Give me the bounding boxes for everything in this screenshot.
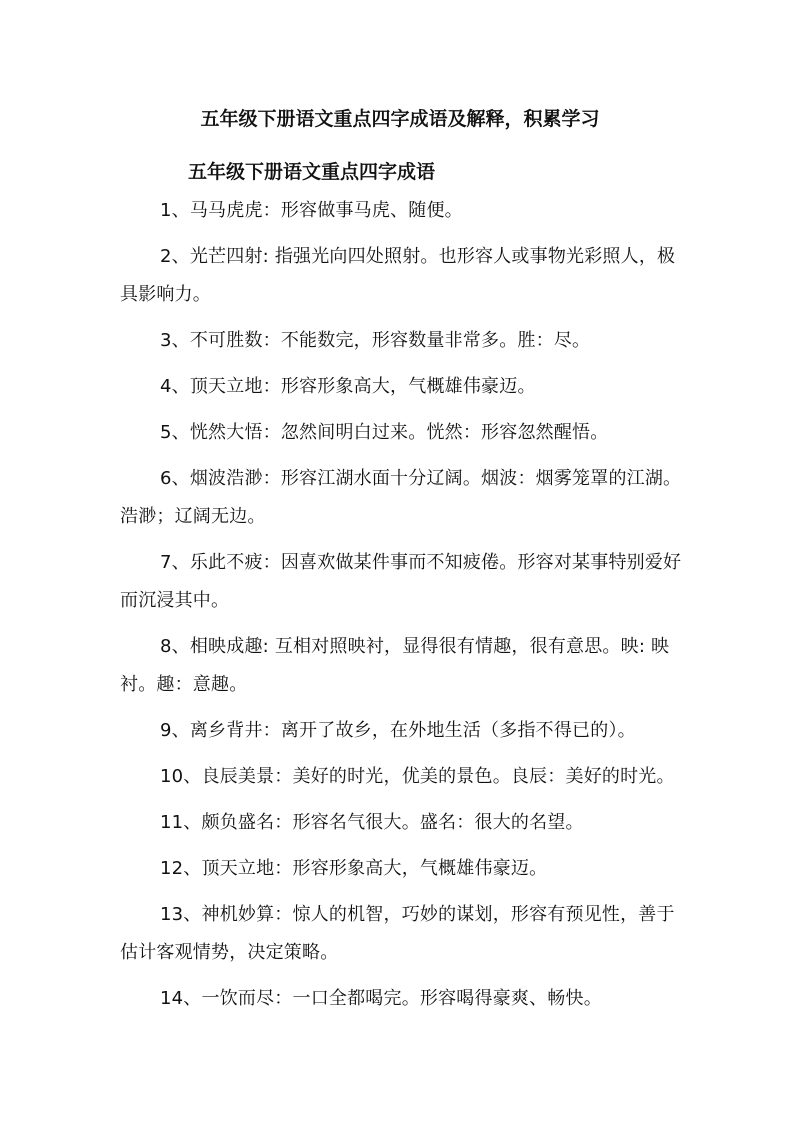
idiom-entry-2: 2、光芒四射: 指强光向四处照射。也形容人或事物光彩照人，极具影响力。 [120, 246, 676, 305]
section-title: 五年级下册语文重点四字成语 [188, 161, 436, 183]
idiom-entry-1: 1、马马虎虎：形容做事马虎、随便。 [160, 200, 463, 221]
idiom-entry-13: 13、神机妙算：惊人的机智，巧妙的谋划，形容有预见性，善于估计客观情势，决定策略。 [120, 904, 675, 963]
idiom-entry-12: 12、顶天立地：形容形象高大，气概雄伟豪迈。 [160, 858, 548, 879]
idiom-entry-6: 6、烟波浩渺：形容江湖水面十分辽阔。烟波：烟雾笼罩的江湖。浩渺；辽阔无边。 [120, 468, 682, 527]
document-title: 五年级下册语文重点四字成语及解释，积累学习 [200, 108, 600, 130]
idiom-entry-14: 14、一饮而尽：一口全都喝完。形容喝得豪爽、畅快。 [160, 988, 602, 1009]
idiom-entry-5: 5、恍然大悟：忽然间明白过来。恍然：形容忽然醒悟。 [160, 422, 609, 443]
idiom-list [120, 192, 688, 1026]
idiom-entry-7: 7、乐此不疲：因喜欢做某件事而不知疲倦。形容对某事特别爱好而沉浸其中。 [120, 552, 682, 611]
idiom-entry-3: 3、不可胜数：不能数完，形容数量非常多。胜：尽。 [160, 330, 591, 351]
idiom-entry-11: 11、颇负盛名：形容名气很大。盛名：很大的名望。 [160, 812, 584, 833]
idiom-entry-10: 10、良辰美景：美好的时光，优美的景色。良辰：美好的时光。 [160, 766, 675, 787]
idiom-entry-9: 9、离乡背井：离开了故乡，在外地生活（多指不得已的）。 [160, 720, 636, 741]
idiom-entry-8: 8、相映成趣: 互相对照映衬，显得很有情趣，很有意思。映: 映衬。趣：意趣。 [120, 636, 670, 695]
idiom-entry-4: 4、顶天立地：形容形象高大，气概雄伟豪迈。 [160, 376, 536, 397]
